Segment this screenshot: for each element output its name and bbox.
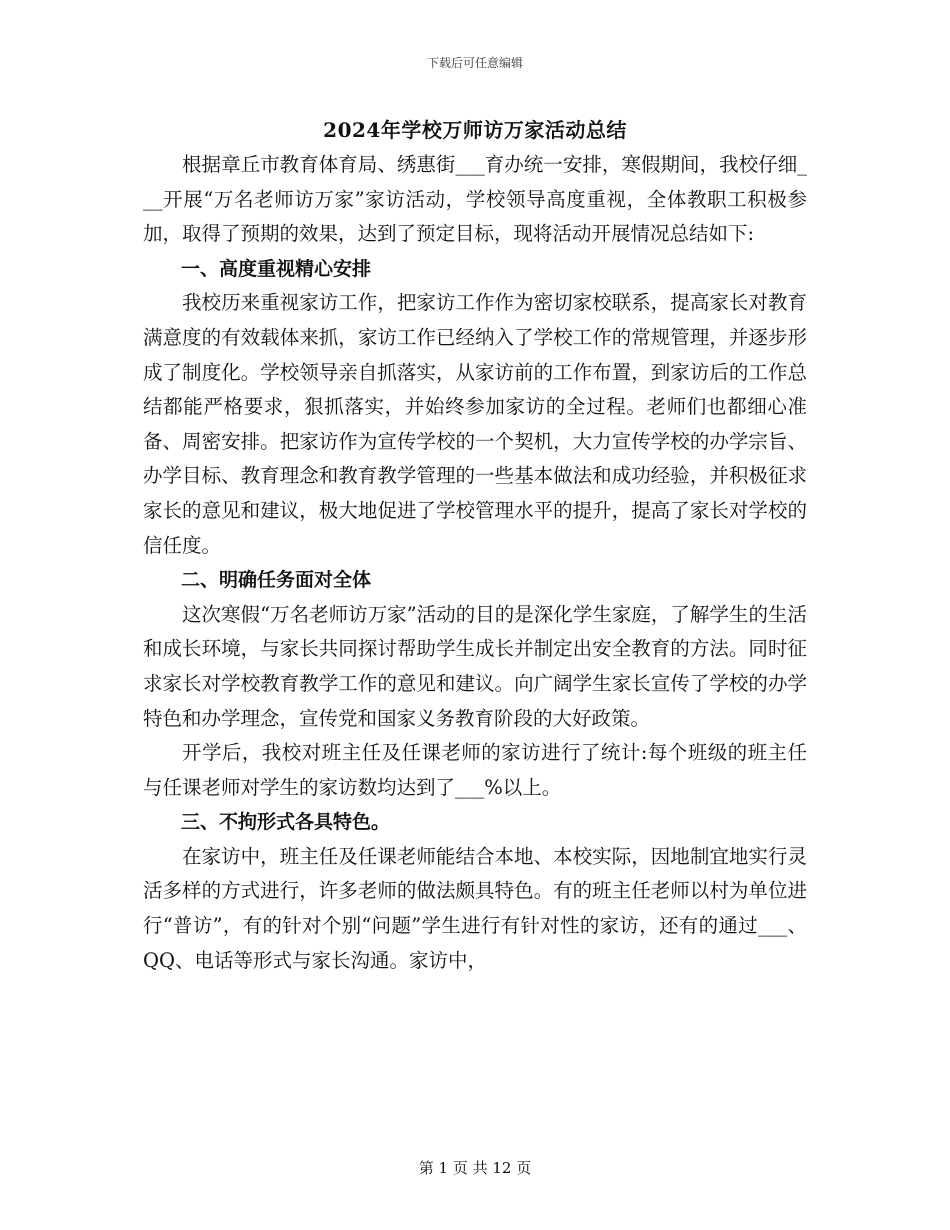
section-2-paragraph-1: 这次寒假“万名老师访万家”活动的目的是深化学生家庭，了解学生的生活和成长环境，与家长共同探讨帮助学生成长并制定出安全教育的方法。同时征求家长对学校教育教学工作的意见和建议。向广阔学生家长宣传了学校的办学特色和办学理念，宣传党和国家义务教育阶段的大好政策。 [143, 602, 807, 730]
document-body [143, 148, 807, 978]
section-1-paragraph: 我校历来重视家访工作，把家访工作作为密切家校联系，提高家长对教育满意度的有效载体来抓，家访工作已经纳入了学校工作的常规管理，并逐步形成了制度化。学校领导亲自抓落实，从家访前的工作布置，到家访后的工作总结都能严格要求，狠抓落实，并始终参加家访的全过程。老师们也都细心准备、周密安排。把家访作为宣传学校的一个契机，大力宣传学校的办学宗旨、办学目标、教育理念和教育教学管理的一些基本做法和成功经验，并积极征求家长的意见和建议，极大地促进了学校管理水平的提升，提高了家长对学校的信任度。 [143, 291, 807, 557]
intro-paragraph: 根据章丘市教育体育局、绣惠街___育办统一安排，寒假期间，我校仔细___开展“万名老师访万家”家访活动，学校领导高度重视，全体教职工积极参加，取得了预期的效果，达到了预定目标，现将活动开展情况总结如下: [143, 153, 807, 246]
section-heading-1: 一、高度重视精心安排 [181, 257, 372, 280]
section-3-paragraph: 在家访中，班主任及任课老师能结合本地、本校实际，因地制宜地实行灵活多样的方式进行，许多老师的做法颇具特色。有的班主任老师以村为单位进行“普访”，有的针对个别“问题”学生进行有针对性的家访，还有的通过___、QQ、电话等形式与家长沟通。家访中， [143, 844, 807, 972]
page-header-note: 下载后可任意编辑 [426, 56, 523, 70]
section-heading-3: 三、不拘形式各具特色。 [181, 811, 391, 834]
section-heading-2: 二、明确任务面对全体 [181, 569, 372, 592]
document-title: 2024年学校万师访万家活动总结 [323, 118, 627, 142]
page-number-footer: 第 1 页 共 12 页 [418, 1159, 532, 1177]
section-2-paragraph-2: 开学后，我校对班主任及任课老师的家访进行了统计:每个班级的班主任与任课老师对学生的家访数均达到了___%以上。 [143, 741, 807, 799]
